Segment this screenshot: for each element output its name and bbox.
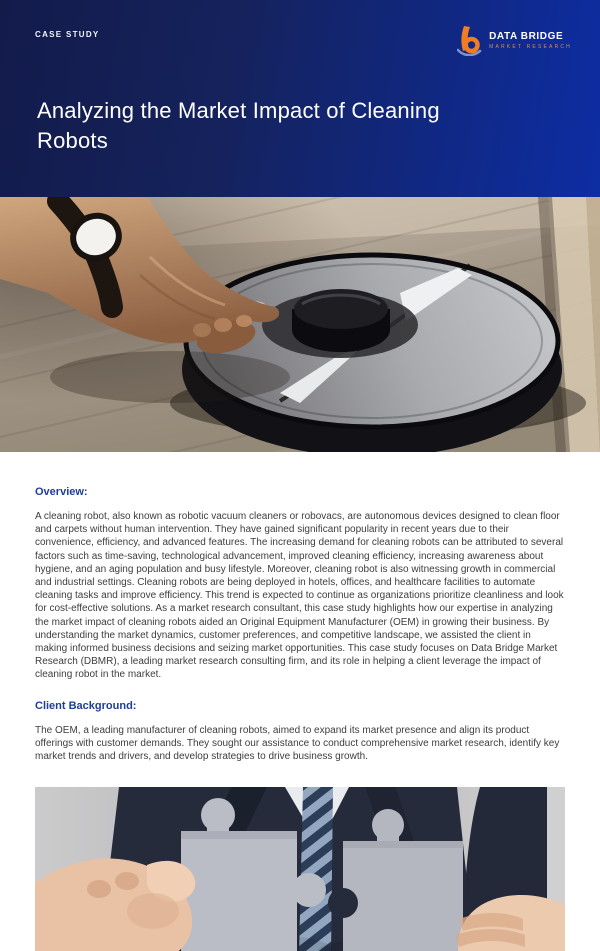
data-bridge-logo-icon — [457, 26, 483, 56]
client-background-heading: Client Background: — [35, 699, 137, 712]
robot-vacuum-illustration — [0, 197, 600, 452]
overview-section — [35, 486, 565, 682]
header-banner — [0, 0, 600, 197]
brand-logo — [457, 26, 572, 56]
puzzle-image — [35, 787, 565, 951]
client-background-body: The OEM, a leading manufacturer of cleaning robots, aimed to expand its market presence and align its product offerings with customer demands. They sought our assistance to conduct comprehensive market research, identify key market trends and drivers, and develop strategies to drive business growth. — [35, 724, 560, 763]
puzzle-illustration — [35, 787, 565, 951]
content-area — [0, 452, 600, 951]
brand-text — [489, 32, 572, 50]
client-background-section — [35, 700, 565, 764]
page-title: Analyzing the Market Impact of Cleaning Robots — [37, 98, 440, 154]
case-study-label: CASE STUDY — [35, 30, 100, 39]
overview-body: A cleaning robot, also known as robotic vacuum cleaners or robovacs, are autonomous devices designed to clean floor and carpets without human intervention. They have gained significant popularity in recent years due to their convenience, efficiency, and advanced features. The increasing demand for cleaning robots can be attributed to several factors such as time-saving, technological advancement, improved cleaning efficiency, increasing awareness about hygiene, and an aging population and busy lifestyle. Moreover, cleaning robot is also witnessing growth in commercial and industrial settings. Cleaning robots are being deployed in hotels, offices, and healthcare facilities to automate cleaning tasks and improve efficiency. This trend is expected to continue as organizations prioritize cleanliness and look for cost-effective solutions. As a market research consultant, this case study highlights how our expertise in analyzing the market impact of cleaning robots aided an Original Equipment Manufacturer (OEM) in growing their business. By understanding the market dynamics, customer preferences, and competitive landscape, we assisted the client in making informed business decisions and seizing market opportunities. This case study focuses on Data Bridge Market Research (DBMR), a leading market research consulting firm, and its role in helping a client leverage the impact of cleaning robot in the market. — [35, 511, 564, 681]
brand-name: DATA BRIDGE — [489, 31, 564, 42]
hero-image — [0, 197, 600, 452]
brand-tagline: MARKET RESEARCH — [489, 44, 572, 50]
overview-heading: Overview: — [35, 486, 88, 498]
